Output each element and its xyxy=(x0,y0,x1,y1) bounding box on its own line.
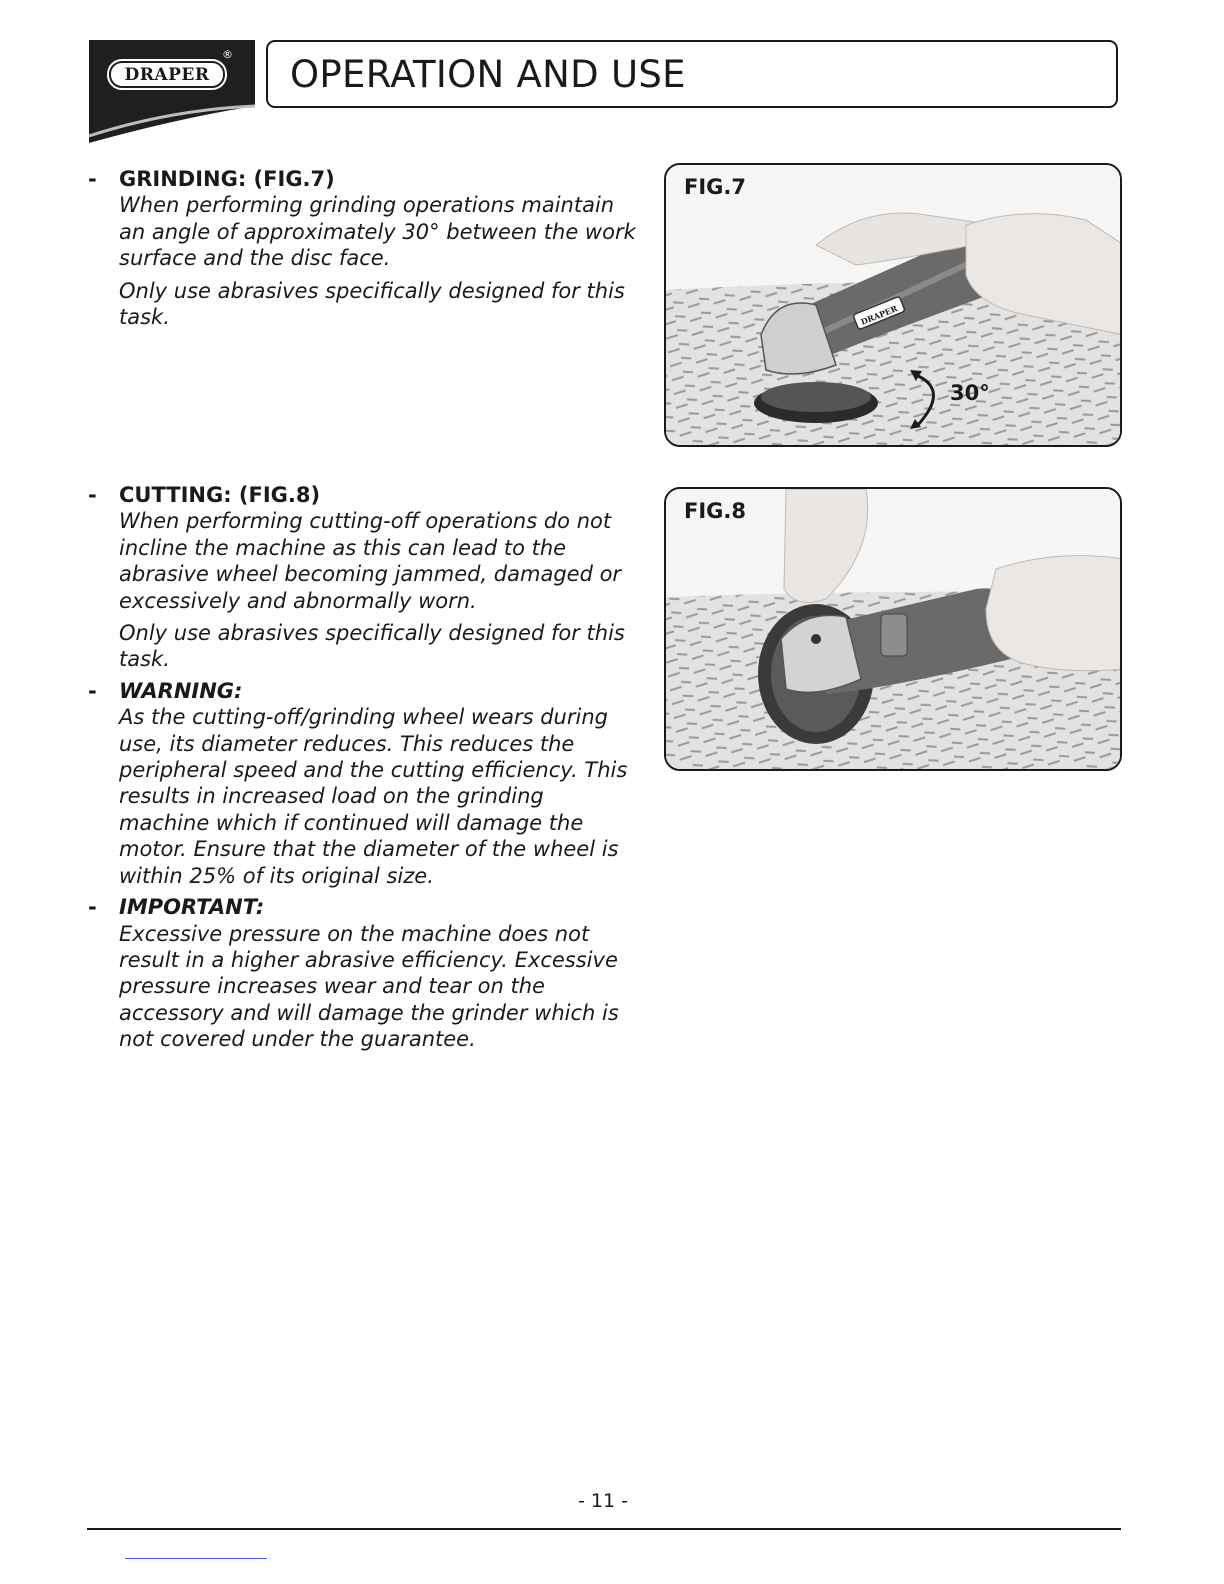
important-paragraph: Excessive pressure on the machine does not result in a higher abrasive efficiency. Excessive pressure increases wear and tear on the accessory and will damage the grinder which is not covered under the guarantee. xyxy=(119,921,619,1052)
page-number: - 11 - xyxy=(578,1490,628,1512)
brand-logo-block xyxy=(89,40,255,145)
grinding-section xyxy=(88,166,638,330)
bullet-dash: - xyxy=(88,895,97,920)
registered-mark: ® xyxy=(222,48,233,61)
grinding-paragraph-2: Only use abrasives specifically designed for this task. xyxy=(119,278,625,330)
figure-7 xyxy=(664,163,1122,447)
fig7-angle-label: 30° xyxy=(950,381,990,405)
grinding-paragraph-1: When performing grinding operations maintain an angle of approximately 30° between the work surface and the disc face. xyxy=(119,193,636,271)
cutting-warning-important-sections xyxy=(88,482,638,1053)
fig7-label: FIG.7 xyxy=(684,175,746,199)
bullet-dash: - xyxy=(88,483,97,507)
footer-link-underline xyxy=(125,1558,267,1559)
warning-heading: WARNING: xyxy=(119,678,243,703)
logo-wordmark: DRAPER xyxy=(124,64,210,85)
page-title: OPERATION AND USE xyxy=(290,53,686,96)
page-title-box xyxy=(266,40,1118,108)
fig7-tool-badge: DRAPER xyxy=(859,303,899,327)
bullet-dash: - xyxy=(88,678,97,703)
figure-8 xyxy=(664,487,1122,771)
footer-divider xyxy=(87,1528,1121,1530)
fig8-photo xyxy=(666,489,1122,771)
cutting-paragraph-2: Only use abrasives specifically designed for this task. xyxy=(119,621,625,672)
warning-paragraph: As the cutting-off/grinding wheel wears during use, its diameter reduces. This reduces the peripheral speed and the cutting efficiency. This results in increased load on the grinding machine which if continued will damage the motor. Ensure that the diameter of the wheel is within 25% of its original size. xyxy=(119,705,628,888)
cutting-paragraph-1: When performing cutting-off operations do not incline the machine as this can lead to the abrasive wheel becoming jammed, damaged or excessively and abnormally worn. xyxy=(119,509,622,613)
bullet-dash: - xyxy=(88,167,97,191)
important-section xyxy=(88,894,638,1052)
cutting-heading: CUTTING: (FIG.8) xyxy=(119,483,321,507)
warning-section xyxy=(88,678,638,889)
important-heading: IMPORTANT: xyxy=(119,895,265,920)
fig8-label: FIG.8 xyxy=(684,499,746,523)
cutting-section xyxy=(88,482,638,673)
grinding-heading: GRINDING: (FIG.7) xyxy=(119,167,335,191)
